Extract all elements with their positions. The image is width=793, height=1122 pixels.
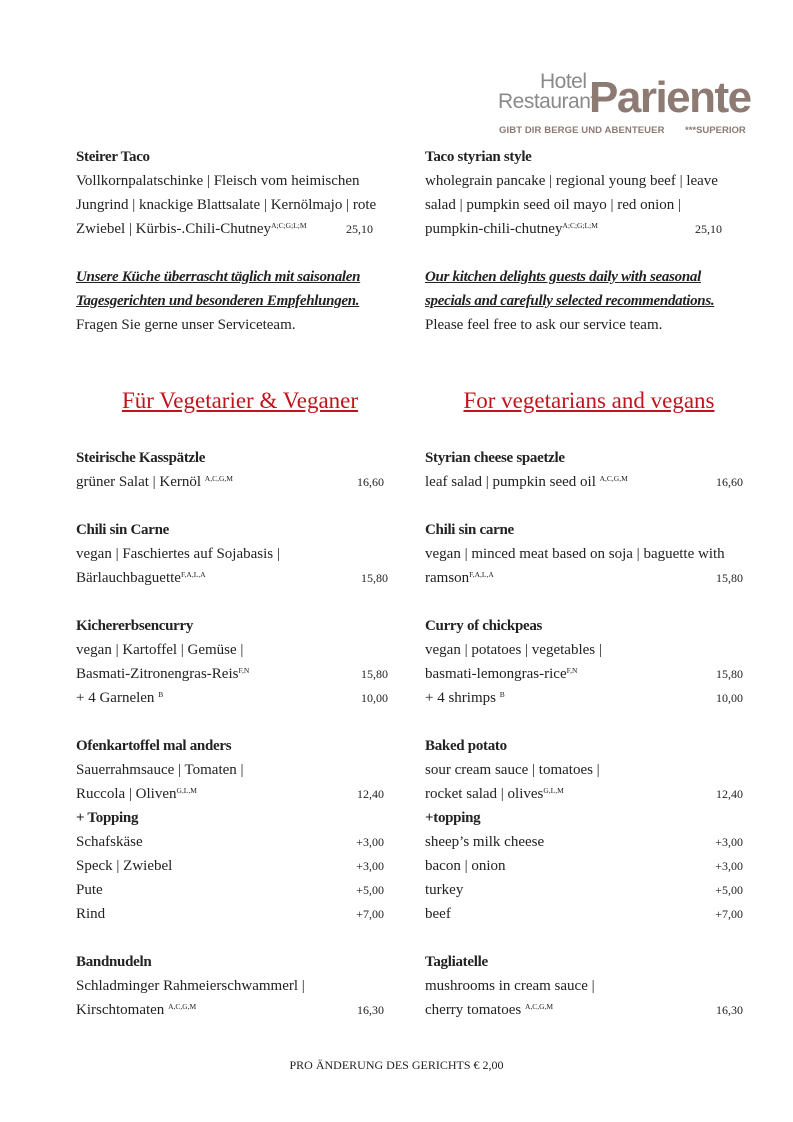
price: 25,10: [695, 222, 722, 236]
dish-line: [76, 470, 233, 494]
price: 15,80: [361, 667, 388, 681]
dish-text: basmati-lemongras-rice: [425, 666, 567, 682]
dish-line: [76, 782, 197, 806]
dish-title: Kichererbsencurry: [76, 618, 194, 634]
dish-text: Basmati-Zitronengras-Reis: [76, 666, 239, 682]
note-line: Please feel free to ask our service team.: [425, 317, 663, 333]
dish-line: vegan | Faschiertes auf Sojabasis |: [76, 546, 280, 562]
allergens: A,C,G,M: [599, 474, 628, 483]
dish-title: Ofenkartoffel mal anders: [76, 738, 232, 754]
topping-item: beef: [425, 906, 451, 922]
dish-line: Sauerrahmsauce | Tomaten |: [76, 762, 244, 778]
price: +5,00: [356, 883, 384, 897]
dish-title: Bandnudeln: [76, 954, 152, 970]
price: +5,00: [715, 883, 743, 897]
dish-text: Ruccola | Oliven: [76, 786, 177, 802]
logo-name: Pariente: [589, 73, 751, 122]
allergens: A;C;G;L;M: [271, 221, 307, 230]
hotel-logo: [498, 70, 751, 140]
allergens: F,A,L,A: [469, 570, 494, 579]
dish-line: Schladminger Rahmeierschwammerl |: [76, 978, 305, 994]
dish-title: Steirer Taco: [76, 149, 150, 165]
price: 15,80: [716, 571, 743, 585]
price: 16,60: [357, 475, 384, 489]
note-line: Our kitchen delights guests daily with seasonal: [425, 269, 701, 285]
dish-text: cherry tomatoes: [425, 1002, 522, 1018]
dish-line: [425, 782, 564, 806]
allergens: G,L,M: [543, 786, 564, 795]
section-title-de: Für Vegetarier & Veganer: [121, 388, 359, 413]
note-line: specials and carefully selected recommendations.: [425, 293, 715, 309]
topping-item: Rind: [76, 906, 106, 922]
allergens: A,C,G,M: [204, 474, 233, 483]
allergens: F,N: [238, 666, 250, 675]
dish-text: Kirschtomaten: [76, 1002, 165, 1018]
topping-item: Pute: [76, 882, 103, 898]
dish-line: vegan | minced meat based on soja | baguette with: [425, 546, 725, 562]
price: 16,30: [716, 1003, 743, 1017]
topping-title: +topping: [425, 810, 481, 826]
topping-title: + Topping: [76, 810, 139, 826]
dish-line: [425, 217, 598, 241]
logo-restaurant-text: Restaurant: [498, 90, 596, 113]
dish-line: salad | pumpkin seed oil mayo | red onion |: [425, 197, 682, 213]
dish-line: mushrooms in cream sauce |: [425, 978, 595, 994]
allergens: A,C,G,M: [524, 1002, 554, 1011]
dish-line: [425, 662, 577, 686]
dish-line: [425, 470, 628, 494]
dish-title: Baked potato: [425, 738, 507, 754]
price: +3,00: [356, 859, 384, 873]
allergens: A;C;G;L;M: [562, 221, 598, 230]
dish-line: sour cream sauce | tomatoes |: [425, 762, 600, 778]
dish-line: [76, 998, 196, 1022]
topping-item: Speck | Zwiebel: [76, 858, 173, 874]
price: 25,10: [346, 222, 373, 236]
logo-tagline: GIBT DIR BERGE UND ABENTEUER: [499, 125, 665, 136]
price: 12,40: [357, 787, 384, 801]
topping-item: bacon | onion: [425, 858, 506, 874]
dish-title: Chili sin carne: [425, 522, 514, 538]
dish-line: wholegrain pancake | regional young beef | leave: [425, 173, 718, 189]
dish-text: + 4 shrimps: [425, 690, 496, 706]
topping-item: turkey: [425, 882, 464, 898]
dish-title: Taco styrian style: [425, 149, 532, 165]
dish-text: Bärlauchbaguette: [76, 570, 181, 586]
note-line: Fragen Sie gerne unser Serviceteam.: [76, 317, 296, 333]
allergens: B: [158, 690, 164, 699]
allergens: B: [499, 690, 505, 699]
dish-line: [425, 566, 494, 590]
dish-line: [76, 566, 206, 590]
price: +7,00: [356, 907, 384, 921]
allergens: F,A,L,A: [180, 570, 206, 579]
note-line: Unsere Küche überrascht täglich mit saisonalen: [76, 269, 361, 285]
dish-line: Vollkornpalatschinke | Fleisch vom heimischen: [76, 173, 360, 189]
footer-note: PRO ÄNDERUNG DES GERICHTS € 2,00: [289, 1058, 504, 1072]
dish-text: rocket salad | olives: [425, 786, 544, 802]
dish-title: Chili sin Carne: [76, 522, 170, 538]
dish-line: [76, 686, 163, 710]
topping-item: sheep’s milk cheese: [425, 834, 545, 850]
topping-item: Schafskäse: [76, 834, 143, 850]
note-line: Tagesgerichten und besonderen Empfehlungen.: [76, 293, 360, 309]
price: 16,30: [357, 1003, 384, 1017]
price: 15,80: [716, 667, 743, 681]
dish-text: ramson: [425, 570, 470, 586]
price: +3,00: [356, 835, 384, 849]
dish-line: [76, 662, 249, 686]
price: 16,60: [716, 475, 743, 489]
price: 10,00: [361, 691, 388, 705]
dish-line: [425, 686, 505, 710]
price: 15,80: [361, 571, 388, 585]
logo-hotel-text: Hotel: [540, 70, 587, 93]
dish-title: Styrian cheese spaetzle: [425, 450, 565, 466]
dish-title: Curry of chickpeas: [425, 618, 543, 634]
allergens: G,L,M: [176, 786, 197, 795]
price: 12,40: [716, 787, 743, 801]
dish-line: vegan | Kartoffel | Gemüse |: [76, 642, 244, 658]
allergens: A,C,G,M: [168, 1002, 197, 1011]
price: +3,00: [715, 859, 743, 873]
dish-line: [76, 217, 306, 241]
dish-text: Zwiebel | Kürbis-.Chili-Chutney: [76, 221, 272, 237]
dish-text: leaf salad | pumpkin seed oil: [425, 474, 596, 490]
dish-line: [425, 998, 553, 1022]
dish-title: Tagliatelle: [425, 954, 488, 970]
section-title-en: For vegetarians and vegans: [463, 388, 715, 413]
dish-text: grüner Salat | Kernöl: [76, 474, 202, 490]
price: +3,00: [715, 835, 743, 849]
dish-line: vegan | potatoes | vegetables |: [425, 642, 602, 658]
dish-text: pumpkin-chili-chutney: [425, 221, 563, 237]
logo-stars: ***SUPERIOR: [685, 125, 746, 136]
dish-title: Steirische Kasspätzle: [76, 450, 206, 466]
allergens: F,N: [566, 666, 578, 675]
price: 10,00: [716, 691, 743, 705]
price: +7,00: [715, 907, 743, 921]
dish-text: + 4 Garnelen: [76, 690, 155, 706]
dish-line: Jungrind | knackige Blattsalate | Kernölmajo | rote: [76, 197, 377, 213]
